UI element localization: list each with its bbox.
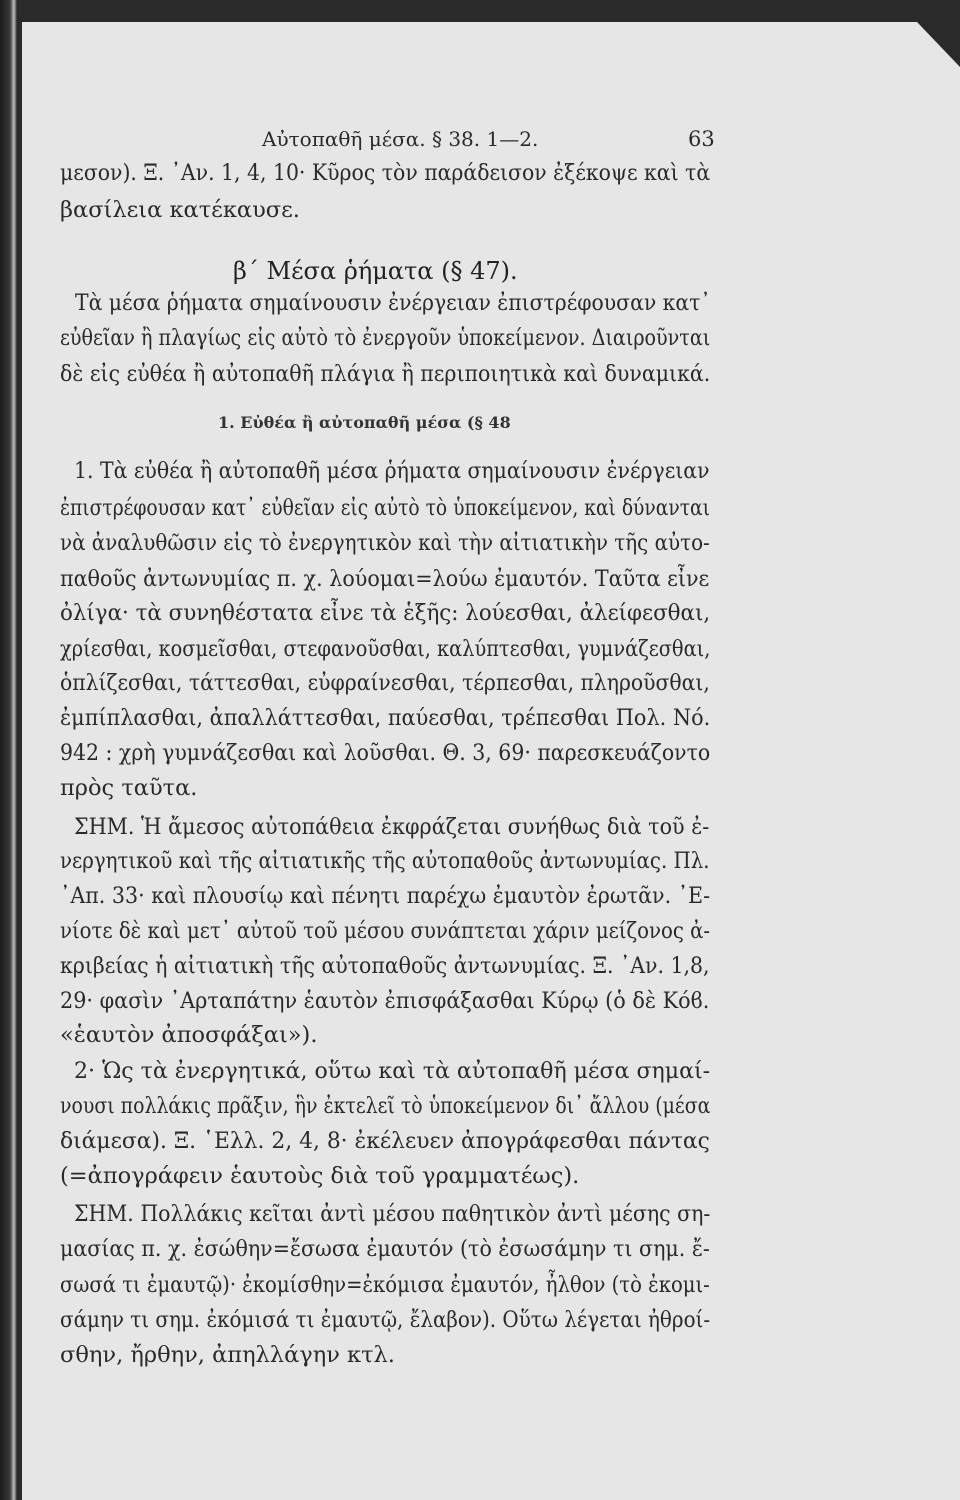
text-line: μεσον). Ξ. ᾿Αν. 1, 4, 10· Κῦρος τὸν παράδεισον ἐξέκοψε καὶ τὰ: [60, 160, 711, 186]
text-line: διάμεσα). Ξ. ῾Ελλ. 2, 4, 8· ἐκέλευεν ἀπογράφεσθαι πάντας: [60, 1128, 710, 1154]
text-line: νὰ ἀναλυθῶσιν εἰς τὸ ἐνεργητικὸν καὶ τὴν αἰτιατικὴν τῆς αὐτο-: [60, 530, 710, 556]
section-heading: β΄ Μέσα ῥήματα (§ 47).: [233, 257, 518, 285]
text-line: 1. Τὰ εὐθέα ἢ αὐτοπαθῆ μέσα ῥήματα σημαίνουσιν ἐνέργειαν: [74, 458, 710, 484]
text-line: δὲ εἰς εὐθέα ἢ αὐτοπαθῆ πλάγια ἢ περιποιητικὰ καὶ δυναμικά.: [60, 361, 711, 387]
text-line: πρὸς ταῦτα.: [60, 775, 198, 801]
text-line: Τὰ μέσα ῥήματα σημαίνουσιν ἐνέργειαν ἐπιστρέφουσαν κατ᾿: [75, 290, 711, 316]
text-line: βασίλεια κατέκαυσε.: [60, 197, 300, 223]
page-number: 63: [688, 127, 715, 151]
text-line: 942 : χρὴ γυμνάζεσθαι καὶ λοῦσθαι. Θ. 3, 69· παρεσκευάζοντο: [60, 740, 711, 766]
text-line: εὐθεῖαν ἢ πλαγίως εἰς αὐτὸ τὸ ἐνεργοῦν ὑποκείμενον. Διαιροῦνται: [60, 325, 711, 351]
text-line: σθην, ἤρθην, ἀπηλλάγην κτλ.: [60, 1342, 395, 1368]
text-line: ἐπιστρέφουσαν κατ᾿ εὐθεῖαν εἰς αὐτὸ τὸ ὑποκείμενον, καὶ δύνανται: [60, 495, 711, 521]
text-line: 29· φασὶν ᾿Αρταπάτην ἑαυτὸν ἐπισφάξασθαι Κύρῳ (ὁ δὲ Κόϐ.: [60, 988, 710, 1014]
text-line: ἐμπίπλασθαι, ἀπαλλάττεσθαι, παύεσθαι, τρέπεσθαι Πολ. Νό.: [60, 705, 711, 731]
text-line: 2· Ὡς τὰ ἐνεργητικά, οὕτω καὶ τὰ αὐτοπαθῆ μέσα σημαί-: [74, 1058, 711, 1084]
text-line: νουσι πολλάκις πρᾶξιν, ἣν ἐκτελεῖ τὸ ὑποκείμενον δι᾿ ἄλλου (μέσα: [60, 1093, 711, 1119]
text-line: χρίεσθαι, κοσμεῖσθαι, στεφανοῦσθαι, καλύπτεσθαι, γυμνάζεσθαι,: [60, 636, 711, 662]
book-spine-edge: [0, 0, 22, 1500]
text-line: ΣΗΜ. Ἡ ἄμεσος αὐτοπάθεια ἐκφράζεται συνήθως διὰ τοῦ ἐ-: [74, 814, 710, 840]
text-line: «ἑαυτὸν ἀποσφάξαι»).: [60, 1022, 318, 1048]
text-line: νίοτε δὲ καὶ μετ᾿ αὐτοῦ τοῦ μέσου συνάπτεται χάριν μείζονος ἀ-: [60, 918, 711, 944]
subsection-heading: 1. Εὐθέα ἢ αὐτοπαθῆ μέσα (§ 48: [218, 413, 511, 432]
running-header: Αὐτοπαθῆ μέσα. § 38. 1—2.: [262, 127, 539, 151]
text-line: ὀλίγα· τὰ συνηθέστατα εἶνε τὰ ἑξῆς: λούεσθαι, ἀλείφεσθαι,: [60, 600, 711, 626]
text-line: μασίας π. χ. ἐσώθην=ἔσωσα ἐμαυτόν (τὸ ἐσωσάμην τι σημ. ἔ-: [60, 1236, 710, 1262]
text-line: νεργητικοῦ καὶ τῆς αἰτιατικῆς τῆς αὐτοπαθοῦς ἀντωνυμίας. Πλ.: [60, 848, 710, 874]
text-line: κριβείας ἡ αἰτιατικὴ τῆς αὐτοπαθοῦς ἀντωνυμίας. Ξ. ᾿Αν. 1,8,: [60, 953, 710, 979]
text-line: ὁπλίζεσθαι, τάττεσθαι, εὐφραίνεσθαι, τέρπεσθαι, πληροῦσθαι,: [60, 670, 710, 696]
text-line: σωσά τι ἐμαυτῷ)· ἐκομίσθην=ἐκόμισα ἐμαυτόν, ἦλθον (τὸ ἐκομι-: [60, 1272, 710, 1298]
text-line: ΣΗΜ. Πολλάκις κεῖται ἀντὶ μέσου παθητικὸν ἀντὶ μέσης ση-: [74, 1201, 711, 1227]
text-line: σάμην τι σημ. ἐκόμισά τι ἐμαυτῷ, ἔλαβον). Οὕτω λέγεται ἠθροί-: [60, 1307, 711, 1333]
text-line: (=ἀπογράφειν ἑαυτοὺς διὰ τοῦ γραμματέως).: [60, 1163, 580, 1189]
text-line: ᾿Απ. 33· καὶ πλουσίῳ καὶ πένητι παρέχω ἐμαυτὸν ἐρωτᾶν. ᾿Ε-: [60, 883, 711, 909]
text-line: παθοῦς ἀντωνυμίας π. χ. λούομαι=λούω ἐμαυτόν. Ταῦτα εἶνε: [60, 566, 710, 592]
